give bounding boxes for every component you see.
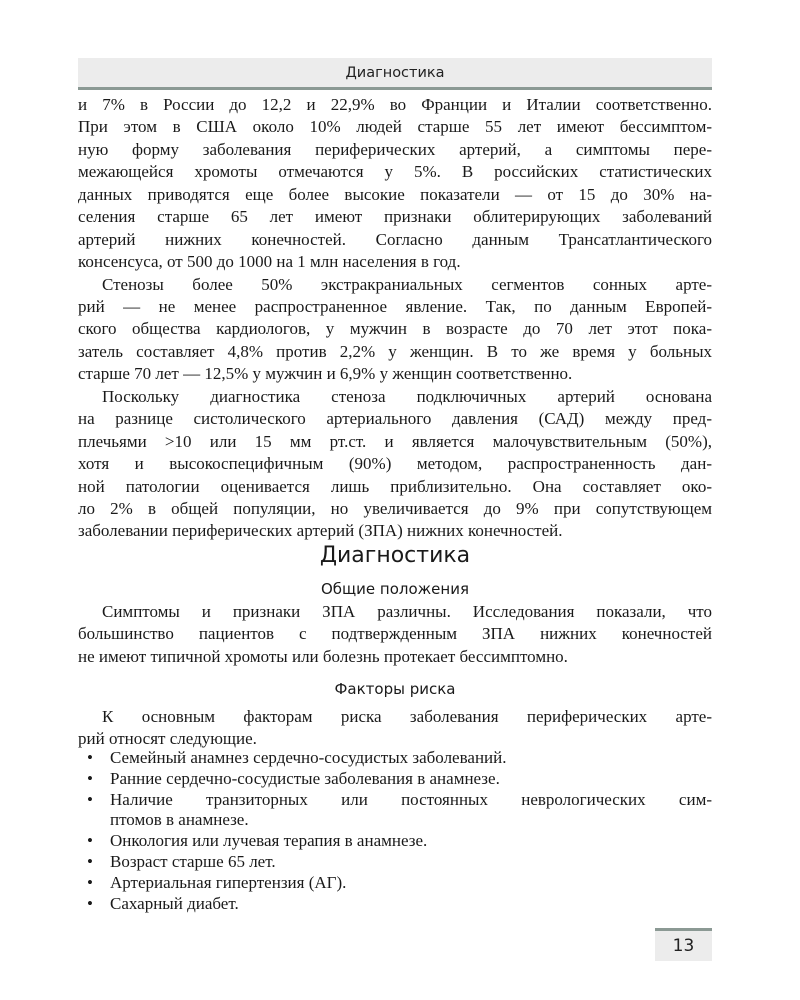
list-item [78,873,712,894]
page-number: 13 [655,928,712,961]
text-line: затель составляет 4,8% против 2,2% у женщин. В то же время у больных [78,341,712,361]
bullet-icon: • [87,851,93,871]
bullet-icon: • [87,768,93,788]
text-line: данных приводятся еще более высокие показатели — от 15 до 30% на- [78,184,712,204]
text-line: Сахарный диабет. [110,893,239,913]
risk-factor-list [78,748,712,914]
list-item [78,769,712,790]
list-item [78,831,712,852]
text-line: ную форму заболевания периферических артерий, а симптомы пере- [78,139,712,159]
text-line: межающейся хромоты отмечаются у 5%. В российских статистических [78,162,712,182]
list-item [78,852,712,873]
paragraph-carotid [78,274,712,386]
text-line: Симптомы и признаки ЗПА различны. Исследования показали, что [102,602,712,621]
text-line: старше 70 лет — 12,5% у мужчин и 6,9% у женщин соответственно. [78,364,573,384]
text-line: хотя и высокоспецифичным (90%) методом, распространенность дан- [78,454,712,474]
text-line: Наличие транзиторных или постоянных неврологических сим- [110,789,712,809]
list-item [78,894,712,915]
text-line: При этом в США около 10% людей старше 55 лет имеют бессимптом- [78,117,712,137]
text-line: консенсуса, от 500 до 1000 на 1 млн населения в год. [78,252,461,272]
text-line: рий — не менее распространенное явление. Так, по данным Европей- [78,297,712,317]
subheading-general: Общие положения [320,580,469,598]
text-line: не имеют типичной хромоты или болезнь протекает бессимптомно. [78,646,568,666]
bullet-icon: • [87,893,93,913]
text-line: Семейный анамнез сердечно-сосудистых заболеваний. [110,748,507,767]
paragraph-symptoms [78,601,712,668]
text-line: селения старше 65 лет имеют признаки облитерирующих заболеваний [78,207,712,227]
bullet-icon: • [87,789,93,809]
text-line: заболевании периферических артерий (ЗПА) нижних конечностей. [78,521,563,541]
text-line: Стенозы более 50% экстракраниальных сегментов сонных арте- [102,274,712,294]
text-line: Артериальная гипертензия (АГ). [110,872,347,892]
section-heading: Диагностика [319,543,471,568]
text-line: Возраст старше 65 лет. [110,851,276,871]
text-line: птомов в анамнезе. [110,810,249,830]
paragraph-risk-intro [78,706,712,751]
text-line: большинство пациентов с подтвержденным ЗПА нижних конечностей [78,624,712,644]
running-header: Диагностика [78,58,712,90]
text-line: плечьями >10 или 15 мм рт.ст. и является малочувствительным (50%), [78,431,712,451]
paragraph-subclavian [78,386,712,543]
list-item [78,790,712,832]
text-line: Онкология или лучевая терапия в анамнезе. [110,831,428,851]
list-item [78,748,712,769]
bullet-icon: • [87,748,93,767]
text-line: Ранние сердечно-сосудистые заболевания в анамнезе. [110,768,500,788]
paragraph-prevalence [78,94,712,274]
text-line: К основным факторам риска заболевания периферических арте- [102,707,712,726]
text-line: артерий нижних конечностей. Согласно данным Трансатлантического [78,229,712,249]
text-line: на разнице систолического артериального давления (САД) между пред- [78,409,712,429]
text-line: ского общества кардиологов, у мужчин в возрасте до 70 лет этот пока- [78,319,712,339]
text-line: ло 2% в общей популяции, но увеличивается до 9% при сопутствующем [78,498,712,518]
bullet-icon: • [87,831,93,851]
text-line: рий относят следующие. [78,729,257,749]
text-line: ной патологии оценивается лишь приблизительно. Она составляет око- [78,476,712,496]
bullet-icon: • [87,872,93,892]
subheading-risk-factors: Факторы риска [334,680,456,698]
text-line: и 7% в России до 12,2 и 22,9% во Франции и Италии соответственно. [78,95,712,114]
text-line: Поскольку диагностика стеноза подключичных артерий основана [102,386,712,406]
